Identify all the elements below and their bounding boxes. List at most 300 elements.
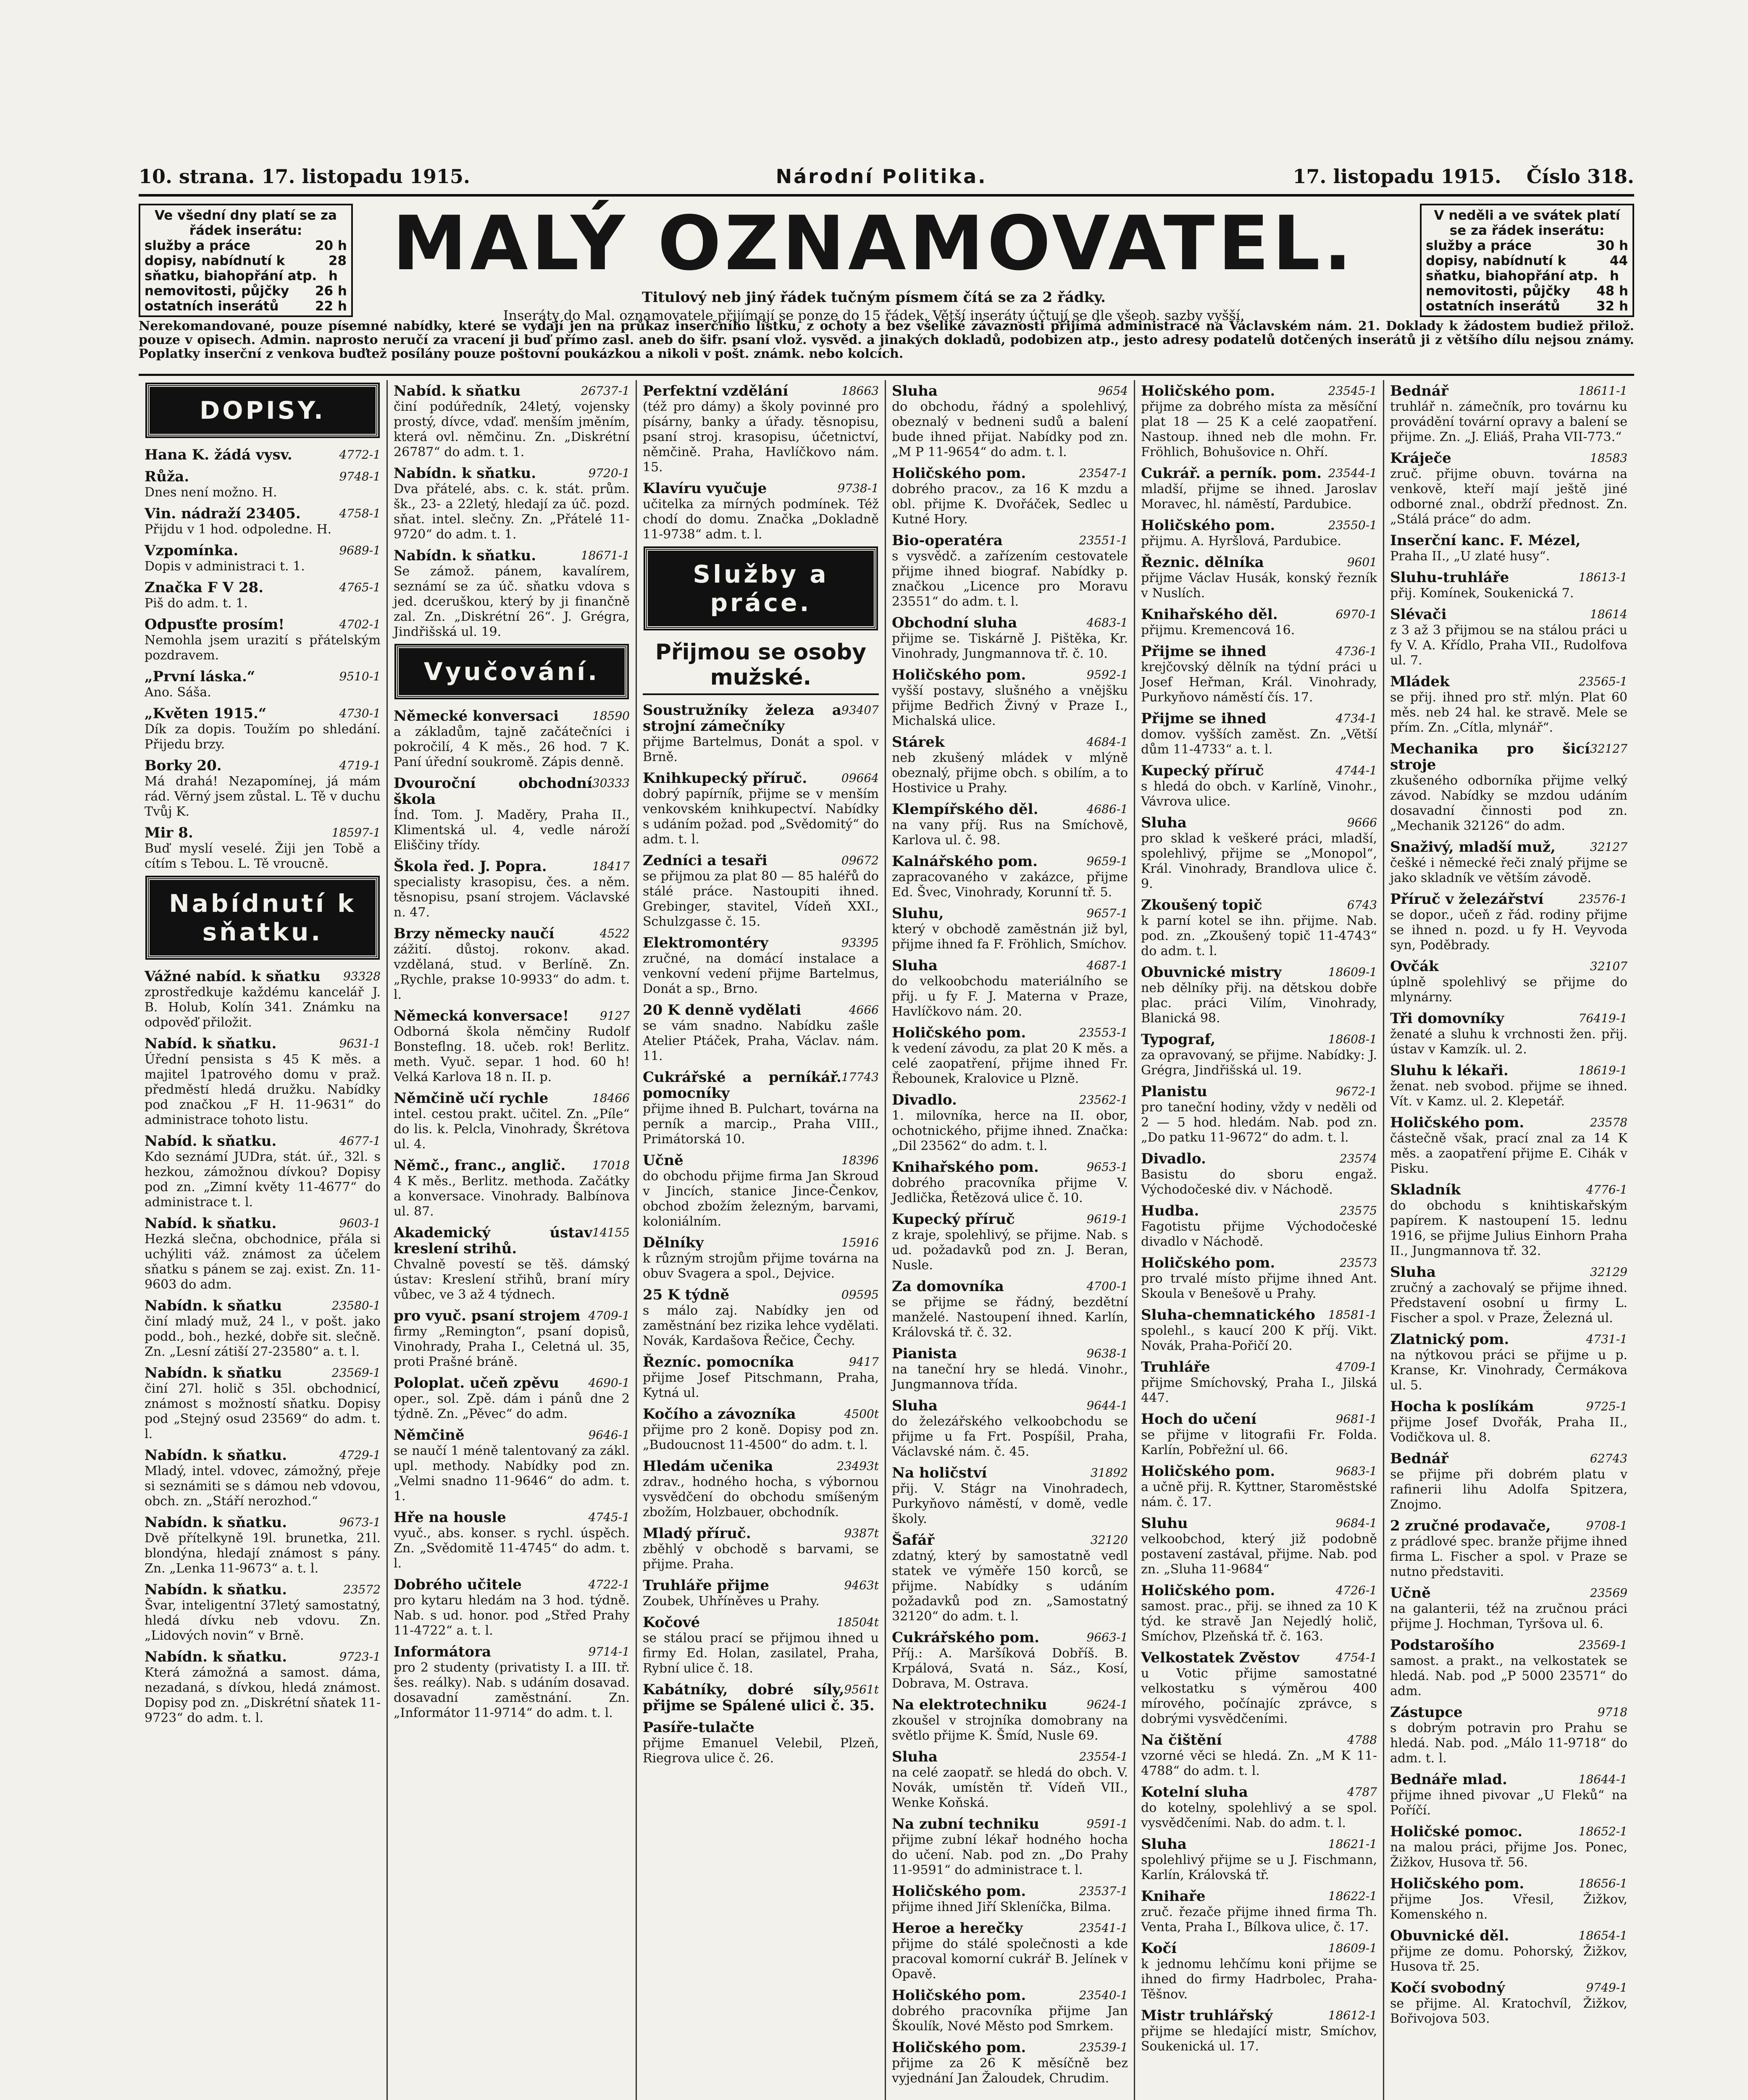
classified-ad — [892, 1346, 1128, 1392]
classified-ad — [394, 1091, 630, 1152]
ad-code: 9601 — [1347, 555, 1377, 569]
ad-code: 26737-1 — [581, 384, 630, 398]
ad-heading: Typograf, — [1141, 1031, 1216, 1048]
ad-heading: Sluhu — [1141, 1515, 1188, 1532]
weekday-rates-box — [139, 204, 353, 317]
rate-label: ostatních inserátů — [145, 299, 279, 314]
classified-ad — [892, 854, 1128, 900]
classified-ad — [145, 825, 381, 872]
ad-body: přij. Komínek, Soukenická 7. — [1390, 586, 1574, 601]
ad-heading: Bednáře mlad. — [1390, 1771, 1507, 1788]
ad-code: 4722-1 — [588, 1578, 630, 1591]
ad-body: se přijme v litografii Fr. Folda. Karlín, Pobřežní ul. 66. — [1141, 1428, 1377, 1457]
ad-body: k různým strojům přijme továrna na obuv Svagera a spol., Dejvice. — [643, 1251, 879, 1281]
ad-body: přijme Smíchovský, Praha I., Jilská 447. — [1141, 1376, 1377, 1405]
ad-code: 9748-1 — [339, 470, 381, 483]
ad-heading: Sluha — [1141, 814, 1187, 831]
ad-code: 17743 — [841, 1070, 879, 1084]
ad-code: 17018 — [592, 1158, 630, 1172]
ad-code: 18597-1 — [331, 826, 381, 840]
ad-code: 23550-1 — [1328, 518, 1377, 532]
classified-ad — [1141, 1255, 1377, 1302]
ad-heading: Holičského pom. — [892, 465, 1026, 482]
ad-body: do obchodu, řádný a spolehlivý, obeznalý v bedneni sudů a balení bude ihned přijat. Nabídky pod zn. „M P 11-9654“ do adm. t. l. — [892, 399, 1128, 459]
classified-ad — [394, 709, 630, 770]
classified-ad — [145, 1036, 381, 1128]
ad-heading: Dvouroční obchodní škola — [394, 775, 592, 808]
ad-heading: Cukrář. a perník. pom. — [1141, 465, 1322, 482]
ad-heading: Škola řed. J. Popra. — [394, 858, 547, 875]
category-heading: Nabídnutí k sňatku. — [147, 877, 378, 958]
classified-ad — [643, 1003, 879, 1064]
classified-ad — [643, 1459, 879, 1520]
ad-body: na vany příj. Rus na Smíchově, Karlova ul. č. 98. — [892, 818, 1128, 848]
classified-ad — [1141, 1516, 1377, 1577]
holiday-rate-row — [1426, 284, 1628, 299]
ad-heading: Klempířského děl. — [892, 801, 1038, 818]
classified-ad — [1390, 1182, 1627, 1259]
ad-code: 23541-1 — [1079, 1921, 1128, 1935]
ad-body: se přijme při dobrém platu v rafinerii lihu Adolfa Spitzera, Znojmo. — [1390, 1467, 1627, 1512]
holiday-rate-row — [1426, 253, 1628, 284]
classified-ad — [1141, 1583, 1377, 1644]
classified-ad — [892, 1212, 1128, 1273]
weekday-rates-title: Ve všední dny platí se za řádek inserátu: — [155, 208, 337, 238]
ad-body: přijme ihned pivovar „U Fleků“ na Poříčí. — [1390, 1788, 1627, 1818]
ad-body: truhlář n. zámečník, pro továrnu ku provádění tovární opravy a balení se přijme. Zn. „J. Eliáš, Praha VII-773.“ — [1390, 399, 1627, 444]
classified-ad — [1141, 2008, 1377, 2054]
ad-heading: Kabátníky, dobré síly, přijme se Spálené ulici č. 35. — [643, 1681, 875, 1714]
ad-body: Příj.: A. Maršíková Dobříš. B. Krpálová, Svatá n. Sáz., Kosí, Dobrava, M. Ostrava. — [892, 1646, 1128, 1691]
ad-columns — [139, 380, 1634, 2100]
ad-code: 9659-1 — [1086, 854, 1128, 868]
ad-body: spolehlivý přijme se u J. Fischmann, Karlín, Královská tř. — [1141, 1853, 1377, 1882]
ad-heading: Sluha — [892, 383, 938, 399]
ad-body: dobrého pracovníka přijme V. Jedlička, Řetězová ulice č. 10. — [892, 1176, 1128, 1205]
ad-heading: Nabídn. k sňatku. — [145, 1447, 287, 1464]
ad-heading: Učně — [643, 1152, 683, 1169]
ad-body: Která zámožná a samost. dáma, nezadaná, s dívkou, hledá známost. Dopisy pod zn. „Diskrétní sňatek 11-9723“ do adm. t. l. — [145, 1665, 381, 1725]
ad-body: Chvalně povestí se těš. dámský ústav: Kreslení střihů, braní míry vůbec, ve 3 až 4 týdnech. — [394, 1257, 630, 1302]
ad-body: zapracovaného v zakázce, přijme Ed. Švec, Vinohrady, Korunní tř. 5. — [892, 870, 1128, 900]
ad-code: 4687-1 — [1086, 958, 1128, 972]
classified-ad — [145, 469, 381, 500]
ad-heading: Divadlo. — [1141, 1150, 1206, 1167]
classified-ad — [394, 1376, 630, 1422]
ad-heading: Mir 8. — [145, 824, 193, 841]
ad-body: firmy „Remington“, psaní dopisů, Vinohrady, Praha I., Celetná ul. 35, proti Prašné bráně. — [394, 1324, 630, 1369]
ad-code: 18609-1 — [1328, 965, 1377, 979]
ad-body: na malou práci, přijme Jos. Ponec, Žižkov, Husova tř. 56. — [1390, 1840, 1627, 1870]
ad-body: přijme do stálé společnosti a kde pracoval komorní cukrář B. Jelínek v Opavě. — [892, 1937, 1128, 1982]
ad-body: zdrav., hodného hocha, s výbornou vysvědčení do obchodu smíšeným zbožím, Holzbauer, obchodník. — [643, 1475, 879, 1520]
ad-code: 9463t — [844, 1578, 879, 1592]
classified-ad — [643, 1287, 879, 1349]
ad-heading: Hana K. žádá vysv. — [145, 446, 292, 463]
classified-ad — [145, 1134, 381, 1210]
running-header — [139, 162, 1634, 191]
classified-ad — [145, 1298, 381, 1360]
ad-body: na taneční hry se hledá. Vinohr., Jungmannova třída. — [892, 1362, 1128, 1392]
ad-body: přijme Jos. Vřesil, Žižkov, Komenského n. — [1390, 1892, 1627, 1922]
ad-code: 9127 — [599, 1009, 630, 1023]
ad-body: Mladý, intel. vdovec, zámožný, přeje si seznámiti se s dámou neb vdovou, obch. zn. „Stáří nerozhod.“ — [145, 1464, 381, 1509]
classified-ad — [1141, 607, 1377, 638]
classified-ad — [1141, 1360, 1377, 1406]
classified-ad — [145, 506, 381, 537]
ad-body: Přijdu v 1 hod. odpoledne. H. — [145, 522, 332, 537]
ad-heading: Cukrářské a perníkář. pomocníky — [643, 1069, 841, 1102]
subcategory-heading: Přijmou se osoby mužské. — [643, 640, 879, 695]
ad-heading: Hledám učenika — [643, 1458, 773, 1475]
ad-code: 4522 — [599, 927, 630, 940]
ad-heading: Kočové — [643, 1614, 700, 1631]
classified-ad — [394, 1158, 630, 1219]
classified-ad — [643, 1235, 879, 1281]
ad-body: přijme ze domu. Pohorský, Žižkov, Husova tř. 25. — [1390, 1944, 1627, 1974]
ad-body: Zoubek, Uhříněves u Prahy. — [643, 1594, 820, 1609]
ad-body: Piš do adm. t. 1. — [145, 596, 248, 611]
ad-heading: Němčině učí rychle — [394, 1090, 549, 1107]
holiday-rate-row — [1426, 238, 1628, 253]
ad-heading: Sluhu, — [892, 905, 944, 922]
ad-heading: Skladník — [1390, 1181, 1461, 1198]
ad-body: k parní kotel se ihn. přijme. Nab. pod. zn. „Zkoušený topič 11-4743“ do adm. t. l. — [1141, 914, 1377, 958]
ad-body: činí mladý muž, 24 l., v pošt. jako podd., boh., hezké, dobře sit. slečně. Zn. „Lesní zátiší 27-23580“ a. t. l. — [145, 1314, 381, 1359]
category-heading: DOPISY. — [147, 384, 378, 436]
ad-code: 9714-1 — [588, 1645, 630, 1659]
ad-code: 9603-1 — [339, 1216, 381, 1230]
rate-label: nemovitosti, půjčky — [1426, 284, 1571, 299]
rate-price: 22 h — [315, 299, 347, 314]
ad-body: samost. prac., přij. se ihned za 10 K týd. ke stravě Jan Nejedlý holič, Smíchov, Plzeňská tř. č. 163. — [1141, 1599, 1377, 1644]
ad-heading: Knihařského děl. — [1141, 606, 1278, 623]
ad-code: 4758-1 — [339, 507, 381, 520]
section-title: MALÝ OZNAMOVATEL. — [392, 200, 1355, 287]
ad-heading: Na holičství — [892, 1465, 987, 1481]
ad-heading: Akademický ústav kreslení strihů. — [394, 1224, 592, 1257]
ad-heading: Holičského pom. — [1141, 1255, 1275, 1271]
ad-body: přijme ihned Jiří Skleníčka, Bilma. — [892, 1900, 1112, 1914]
ad-heading: Bednář — [1390, 1450, 1448, 1467]
ad-heading: „První láska.“ — [145, 668, 255, 685]
ad-code: 62743 — [1590, 1452, 1627, 1465]
ad-heading: Informátora — [394, 1643, 492, 1660]
ad-code: 18613-1 — [1578, 570, 1627, 584]
ad-heading: Inserční kanc. F. Mézel, — [1390, 532, 1581, 549]
classified-ad — [892, 466, 1128, 527]
category-heading: Vyučování. — [396, 646, 627, 698]
classified-ad — [1141, 518, 1377, 549]
classified-ad — [1390, 383, 1627, 445]
ad-body: zběhlý v obchodě s barvami, se přijme. Praha. — [643, 1542, 879, 1572]
ad-code: 23553-1 — [1079, 1026, 1128, 1040]
ad-heading: 25 K týdně — [643, 1286, 730, 1303]
ad-column-6 — [1384, 380, 1633, 2100]
ad-heading: Brzy německy naučí — [394, 925, 555, 942]
ad-code: 9631-1 — [339, 1037, 381, 1050]
ad-code: 9689-1 — [339, 543, 381, 557]
ad-body: češké i německé řeči znalý přijme se jako skladník ve větším závodě. — [1390, 856, 1627, 885]
ad-heading: Vin. nádraží 23405. — [145, 505, 301, 522]
ad-heading: Na elektrotechniku — [892, 1696, 1047, 1713]
ad-body: přij. V. Stágr na Vinohradech, Purkyňovo náměstí, v domě, vedle školy. — [892, 1481, 1128, 1526]
ad-code: 23551-1 — [1079, 533, 1128, 547]
classified-ad — [1141, 1151, 1377, 1197]
ad-body: učitelka za mírných podmínek. Též chodí do domu. Značka „Dokladně 11-9738“ adm. t. l. — [643, 497, 879, 542]
ad-heading: Slévači — [1390, 606, 1447, 623]
ad-body: do železářského velkoobchodu se přijme u fa Frt. Pospíšil, Praha, Václavské nám. č. 45. — [892, 1414, 1128, 1459]
ad-code: 23545-1 — [1328, 384, 1377, 398]
ad-code: 9720-1 — [588, 466, 630, 480]
ad-body: činí 27l. holič s 35l. obchodnicí, známost s možností sňatku. Dopisy pod „Stejný osud 23569“ do adm. t. l. — [145, 1381, 381, 1441]
ad-code: 23576-1 — [1578, 892, 1627, 906]
ad-body: spolehl., s kaucí 200 K příj. Vikt. Novák, Praha-Pořičí 20. — [1141, 1323, 1377, 1353]
classified-ad — [1390, 1265, 1627, 1326]
ad-code: 9592-1 — [1086, 668, 1128, 682]
ad-body: se přijme. Al. Kratochvíl, Žižkov, Bořivojova 503. — [1390, 1996, 1627, 2026]
ad-code: 23547-1 — [1079, 466, 1128, 480]
ad-heading: Růža. — [145, 468, 189, 485]
ad-body: a základům, tajně začátečníci i pokročilí, 4 K měs., 26 hod. 7 K. Paní úřední soukromě. Zápis denně. — [394, 724, 630, 769]
ad-heading: Heroe a herečky — [892, 1920, 1023, 1937]
classified-ad — [145, 580, 381, 611]
ad-heading: Mladý příruč. — [643, 1525, 751, 1542]
ad-body: který v obchodě zaměstnán již byl, přijme ihned fa F. Fröhlich, Smíchov. — [892, 922, 1128, 952]
ad-body: Dík za dopis. Toužím po shledání. Přijedu brzy. — [145, 722, 381, 752]
ad-code: 4776-1 — [1586, 1183, 1627, 1197]
ad-code: 23544-1 — [1328, 466, 1377, 480]
ad-body: přijmu. Kremencová 16. — [1141, 623, 1295, 638]
ad-code: 9683-1 — [1335, 1464, 1377, 1478]
ad-code: 23569-1 — [1578, 1638, 1627, 1652]
ad-code: 9708-1 — [1586, 1519, 1627, 1533]
ad-heading: Nabídn. k sňatku. — [394, 547, 536, 564]
ad-heading: Příruč v železářství — [1390, 891, 1544, 908]
ad-code: 23562-1 — [1079, 1093, 1128, 1107]
classified-ad — [145, 1216, 381, 1292]
ad-heading: Knihkupecký příruč. — [643, 770, 807, 787]
ad-body: přijme pro 2 koně. Dopisy pod zn. „Budoucnost 11-4500“ do adm. t. l. — [643, 1423, 879, 1452]
ad-body: Švar, inteligentní 37letý samostatný, hledá dívku neb vdovu. Zn. „Lidových novin“ v Brně. — [145, 1598, 381, 1643]
ad-body: Dnes není možno. H. — [145, 485, 277, 500]
ad-code: 18466 — [592, 1091, 630, 1105]
ad-body: Dopis v administraci t. 1. — [145, 559, 305, 574]
ad-body: přijme Josef Pitschmann, Praha, Kytná ul. — [643, 1370, 879, 1400]
ad-heading: Sluha-chemnatického — [1141, 1307, 1315, 1323]
ad-code: 4731-1 — [1586, 1332, 1627, 1346]
classified-ad — [892, 1749, 1128, 1811]
ad-heading: Snaživý, mladší muž, — [1390, 839, 1556, 856]
ad-heading: Hře na housle — [394, 1509, 506, 1526]
classified-ad — [1141, 1412, 1377, 1458]
ad-code: 18583 — [1590, 451, 1627, 465]
weekday-rate-row — [145, 284, 347, 299]
ad-body: Fagotistu přijme Východočeské divadlo v Náchodě. — [1141, 1219, 1377, 1249]
ad-body: Buď myslí veselé. Žiji jen Tobě a cítím s Tebou. L. Tě vroucně. — [145, 841, 381, 871]
ad-code: 18608-1 — [1328, 1032, 1377, 1046]
ad-body: dobrý papírník, přijme se v menším venkovském knihkupectví. Nabídky s udáním požad. pod „Svědomitý“ do adm. t. l. — [643, 787, 879, 847]
ad-heading: „Květen 1915.“ — [145, 705, 267, 722]
classified-ad — [394, 926, 630, 1003]
ad-heading: Nabíd. k sňatku. — [145, 1035, 277, 1052]
classified-ad — [892, 1884, 1128, 1915]
ad-body: pro kytaru hledám na 3 hod. týdně. Nab. s ud. honor. pod „Střed Prahy 11-4722“ a. t. l. — [394, 1593, 630, 1638]
ad-body: u Votic přijme samostatné velkostatku s výměrou 400 mírového, počínajíc zprávce, s dobrými vysvědčeními. — [1141, 1666, 1377, 1726]
holiday-rates-box — [1420, 204, 1634, 317]
classified-ad — [1390, 1451, 1627, 1512]
classified-ad — [892, 802, 1128, 848]
ad-heading: Kupecký příruč — [892, 1211, 1015, 1228]
ad-heading: Truhláře — [1141, 1359, 1210, 1376]
classified-ad — [643, 481, 879, 542]
ad-body: dobrého pracovníka přijme Jan Škoulík, Nové Město pod Smrkem. — [892, 2004, 1128, 2034]
ad-heading: Němč., franc., anglič. — [394, 1157, 566, 1174]
ad-body: se přijmou za plat 80 — 85 haléřů do stálé práce. Nastoupiti ihned. Grebinger, stavitel, Vídeň XXI., Schulzgasse č. 15. — [643, 869, 879, 929]
ad-code: 9619-1 — [1086, 1212, 1128, 1226]
rate-price: 48 h — [1596, 284, 1628, 299]
ad-body: vyuč., abs. konser. s rychl. úspěch. Zn. „Svědomitě 11-4745“ do adm. t. l. — [394, 1526, 630, 1571]
ad-heading: Holičského pom. — [1141, 1582, 1275, 1599]
ad-body: Se zámož. pánem, kavalírem, seznámí se za úč. sňatku vdova s jed. dceruškou, který by ji finančně zal. Zn. „Diskrétní 26“. J. Grégra, Jindřišská ul. 19. — [394, 564, 630, 639]
classified-ad — [1390, 1876, 1627, 1922]
classified-ad — [1141, 965, 1377, 1026]
ad-code: 9738-1 — [837, 481, 879, 495]
ad-heading: Sluha — [1141, 1836, 1187, 1853]
classified-ad — [394, 776, 630, 853]
ad-code: 18652-1 — [1578, 1824, 1627, 1838]
issue-number: Číslo 318. — [1526, 165, 1634, 188]
classified-ad — [892, 1398, 1128, 1460]
ad-code: 4686-1 — [1086, 802, 1128, 816]
classified-ad — [1390, 1063, 1627, 1109]
ad-heading: Kočího a závozníka — [643, 1406, 796, 1423]
ad-heading: Velkostatek Zvěstov — [1141, 1649, 1300, 1666]
ad-code: 4787 — [1347, 1785, 1377, 1799]
classified-ad — [145, 447, 381, 463]
ad-code: 9673-1 — [339, 1515, 381, 1529]
ad-heading: Za domovníka — [892, 1278, 1004, 1295]
classified-ad — [892, 1630, 1128, 1691]
ad-heading: Holičského pom. — [892, 1883, 1026, 1900]
classified-ad — [1390, 1638, 1627, 1699]
rate-label: služby a práce — [145, 238, 250, 253]
rate-price: 30 h — [1596, 238, 1628, 253]
classified-ad — [1390, 741, 1627, 834]
ad-code: 18612-1 — [1328, 2008, 1377, 2022]
ad-code: 32127 — [1590, 840, 1627, 854]
ad-body: z kraje, spolehlivý, se přijme. Nab. s ud. požadavků pod zn. J. Beran, Nusle. — [892, 1228, 1128, 1273]
ad-code: 4745-1 — [588, 1510, 630, 1524]
ad-body: zdatný, který by samostatně vedl statek ve výměře 150 korců, se přijme. Nabídky s udáním požadavků pod zn. „Samostatný 32120“ do adm. t. l. — [892, 1549, 1128, 1624]
ad-code: 9638-1 — [1086, 1347, 1128, 1360]
classified-ad — [1390, 840, 1627, 886]
ad-heading: Obuvnické děl. — [1390, 1927, 1509, 1944]
ad-heading: Nabídn. k sňatku. — [145, 1514, 287, 1531]
classified-ad — [394, 1644, 630, 1721]
classified-ad — [892, 1921, 1128, 1982]
ad-body: samost. a prakt., na velkostatek se hledá. Nab. pod „P 5000 23571“ do adm. — [1390, 1654, 1627, 1698]
classified-ad — [643, 1153, 879, 1229]
ad-body: oper., sol. Zpě. dám i pánů dne 2 týdně. Zn. „Pěvec“ do adm. — [394, 1391, 630, 1421]
ad-body: s hledá do obch. v Karlíně, Vinohr., Vávrova ulice. — [1141, 779, 1377, 809]
rate-label: dopisy, nabídnutí k sňatku, biahopřání atp. — [1426, 253, 1598, 284]
ad-body: vzorné věci se hledá. Zn. „M K 11-4788“ do adm. t. l. — [1141, 1748, 1377, 1778]
ad-heading: Hudba. — [1141, 1202, 1199, 1219]
ad-code: 4684-1 — [1086, 735, 1128, 749]
ad-body: mladší, přijme se ihned. Jaroslav Moravec, hl. náměstí, Pardubice. — [1141, 482, 1377, 512]
ad-code: 4744-1 — [1335, 764, 1377, 777]
ad-body: z 3 až 3 přijmou se na stálou práci u fy V. A. Křídlo, Praha VII., Rudolfova ul. 7. — [1390, 623, 1627, 668]
classified-ad — [892, 1816, 1128, 1878]
classified-ad — [1141, 1084, 1377, 1145]
ad-heading: Učně — [1390, 1585, 1431, 1601]
ad-code: 4736-1 — [1335, 644, 1377, 658]
rate-price: 32 h — [1596, 299, 1628, 314]
ad-body: vyšší postavy, slušného a vnějšku přijme Bedřich Živný v Praze I., Michalská ulice. — [892, 683, 1128, 728]
ad-heading: Nabídn. k sňatku. — [145, 1581, 287, 1598]
ad-body: zkoušel v strojníka domobrany na světlo přijme K. Šmíd, Nusle 69. — [892, 1713, 1128, 1743]
ad-heading: Kotelní sluha — [1141, 1784, 1248, 1801]
ad-heading: Hocha k poslíkám — [1390, 1398, 1534, 1415]
ad-code: 9672-1 — [1335, 1084, 1377, 1098]
ad-code: 31892 — [1090, 1466, 1128, 1480]
rate-price: 44 h — [1609, 253, 1628, 284]
classified-ad — [1390, 892, 1627, 953]
ad-heading: Značka F V 28. — [145, 579, 264, 596]
ad-code: 23580-1 — [331, 1299, 381, 1312]
ad-code: 4666 — [849, 1003, 879, 1017]
header-rule — [139, 194, 1634, 197]
classified-ad — [394, 1008, 630, 1085]
ad-code: 4754-1 — [1335, 1651, 1377, 1664]
ad-heading: Pianista — [892, 1345, 957, 1362]
classified-ad — [643, 1407, 879, 1453]
ad-body: k vedení závodu, za plat 20 K měs. a celé zaopatření, přijme ihned Fr. Řebounek, Kralovice u Plzně. — [892, 1041, 1128, 1086]
ad-body: přijme zubní lékař hodného hocha do učení. Nab. pod zn. „Do Prahy 11-9591“ do administrace t. l. — [892, 1832, 1128, 1877]
ad-heading: Tři domovníky — [1390, 1010, 1504, 1027]
ad-body: přijme se. Tiskárně J. Pištěka, Kr. Vinohrady, Jungmannova tř. č. 10. — [892, 631, 1128, 661]
ad-body: pro taneční hodiny, vždy v neděli od 2 — 5 hod. hledám. Nab. pod zn. „Do patku 11-9672“ do adm. t. l. — [1141, 1100, 1377, 1145]
ad-heading: Šafář — [892, 1532, 935, 1549]
ad-heading: Zkoušený topič — [1141, 897, 1262, 914]
ad-code: 4500t — [844, 1407, 879, 1421]
ad-code: 23574 — [1339, 1152, 1377, 1166]
rate-label: služby a práce — [1426, 238, 1532, 253]
ad-code: 9654 — [1098, 384, 1128, 398]
ad-body: Dva přátelé, abs. c. k. stát. prům. šk., 23- a 22letý, hledají za úč. pozd. sňat. intel. slečny. Zn. „Přátelé 11-9720“ do adm. t. 1. — [394, 482, 630, 542]
ad-body: zážití. důstoj. rokonv. akad. vzdělaná, stud. v Berlíně. Zn. „Rychle, prakse 10-9933“ do adm. t. l. — [394, 942, 630, 1002]
classified-ad — [1390, 533, 1627, 564]
ad-body: se vám snadno. Nabídku zašle Atelier Ptáček, Praha, Václav. nám. 11. — [643, 1018, 879, 1063]
ad-heading: Perfektní vzdělání — [643, 383, 789, 399]
ad-heading: Nabíd. k sňatku. — [145, 1133, 277, 1150]
ad-code: 23554-1 — [1079, 1750, 1128, 1764]
ad-heading: Planistu — [1141, 1083, 1207, 1100]
newspaper-name: Národní Politika. — [775, 165, 987, 188]
ad-heading: Zástupce — [1390, 1704, 1463, 1721]
ad-code: 9561t — [844, 1683, 879, 1696]
classified-ad — [1390, 1824, 1627, 1870]
ad-body: přijme se hledající mistr, Smíchov, Soukenická ul. 17. — [1141, 2024, 1377, 2054]
classified-ad — [1390, 1928, 1627, 1974]
classified-ad — [145, 969, 381, 1030]
ad-heading: Knihaře — [1141, 1888, 1206, 1905]
ad-heading: Kočí svobodný — [1390, 1979, 1505, 1996]
ad-code: 18614 — [1590, 607, 1627, 621]
classified-ad — [1141, 1307, 1377, 1354]
ad-heading: Holičského pom. — [1141, 383, 1275, 399]
